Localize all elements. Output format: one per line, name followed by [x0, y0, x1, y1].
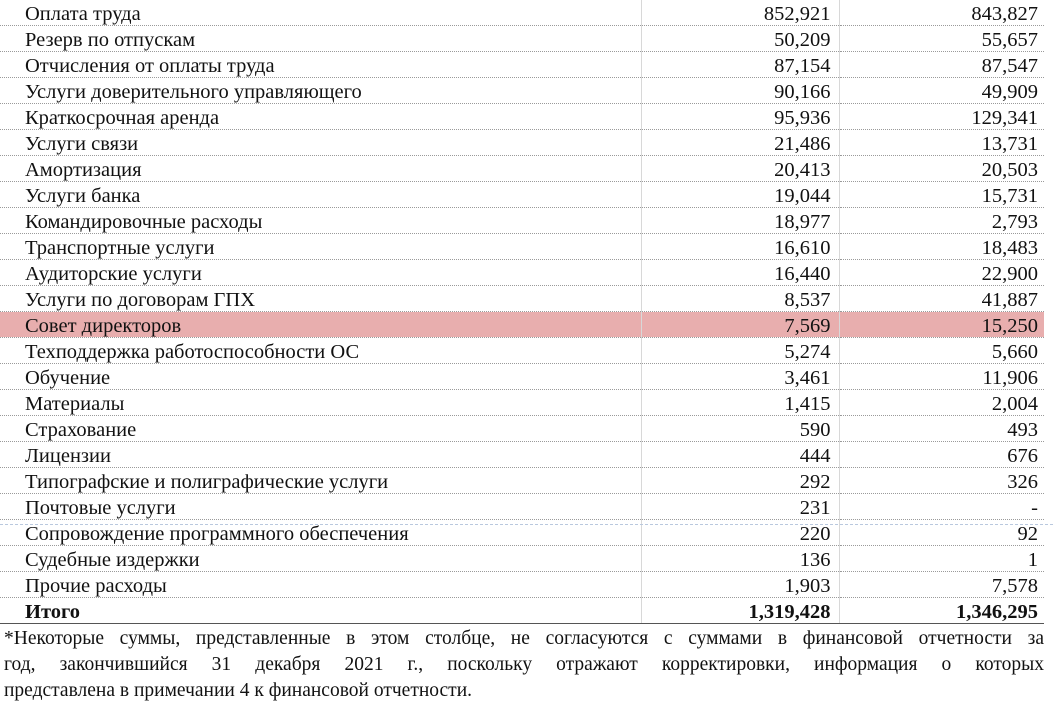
row-value-col2: 49,909 — [839, 77, 1044, 103]
table-row — [0, 441, 1044, 467]
row-label: Краткосрочная аренда — [0, 103, 641, 129]
table-row — [0, 25, 1044, 51]
row-label: Типографские и полиграфические услуги — [0, 467, 641, 493]
footnote-line: год, закончившийся 31 декабря 2021 г., поскольку отражают корректировки, информация о которых — [4, 654, 1044, 675]
row-label: Материалы — [0, 389, 641, 415]
scan-guide-line — [0, 524, 1053, 525]
total-value-col2: 1,346,295 — [839, 597, 1044, 623]
table-row — [0, 181, 1044, 207]
row-value-col2: 2,793 — [839, 207, 1044, 233]
table-row — [0, 129, 1044, 155]
table-row — [0, 259, 1044, 285]
total-row — [0, 597, 1044, 623]
row-label: Услуги по договорам ГПХ — [0, 285, 641, 311]
table-row — [0, 389, 1044, 415]
total-label: Итого — [0, 597, 641, 623]
row-value-col1: 852,921 — [641, 0, 839, 25]
total-value-col1: 1,319,428 — [641, 597, 839, 623]
row-value-col1: 292 — [641, 467, 839, 493]
row-label: Лицензии — [0, 441, 641, 467]
table-row — [0, 155, 1044, 181]
row-label: Обучение — [0, 363, 641, 389]
row-value-col2: 41,887 — [839, 285, 1044, 311]
row-value-col2: 55,657 — [839, 25, 1044, 51]
row-value-col2: 129,341 — [839, 103, 1044, 129]
row-value-col2: 7,578 — [839, 571, 1044, 597]
table-row — [0, 415, 1044, 441]
row-value-col1: 18,977 — [641, 207, 839, 233]
row-label: Отчисления от оплаты труда — [0, 51, 641, 77]
row-value-col1: 1,903 — [641, 571, 839, 597]
row-value-col2: 15,731 — [839, 181, 1044, 207]
row-label: Услуги банка — [0, 181, 641, 207]
table-row — [0, 363, 1044, 389]
row-label: Страхование — [0, 415, 641, 441]
row-value-col1: 21,486 — [641, 129, 839, 155]
row-value-col1: 19,044 — [641, 181, 839, 207]
row-value-col1: 20,413 — [641, 155, 839, 181]
row-value-col1: 16,440 — [641, 259, 839, 285]
table-row — [0, 337, 1044, 363]
row-value-col1: 7,569 — [641, 311, 839, 337]
row-value-col2: 13,731 — [839, 129, 1044, 155]
table-row — [0, 285, 1044, 311]
row-value-col1: 87,154 — [641, 51, 839, 77]
row-value-col2: 493 — [839, 415, 1044, 441]
row-label: Услуги связи — [0, 129, 641, 155]
row-label: Судебные издержки — [0, 545, 641, 571]
table-row — [0, 103, 1044, 129]
row-label: Услуги доверительного управляющего — [0, 77, 641, 103]
row-label: Оплата труда — [0, 0, 641, 25]
row-label: Амортизация — [0, 155, 641, 181]
row-value-col1: 3,461 — [641, 363, 839, 389]
row-value-col2: 11,906 — [839, 363, 1044, 389]
row-label: Резерв по отпускам — [0, 25, 641, 51]
table-row — [0, 77, 1044, 103]
table-row — [0, 207, 1044, 233]
row-value-col1: 90,166 — [641, 77, 839, 103]
row-value-col2: 843,827 — [839, 0, 1044, 25]
row-label: Прочие расходы — [0, 571, 641, 597]
table-row — [0, 493, 1044, 519]
table-row — [0, 51, 1044, 77]
table-row — [0, 467, 1044, 493]
table-row — [0, 545, 1044, 571]
row-value-col2: 20,503 — [839, 155, 1044, 181]
row-value-col1: 95,936 — [641, 103, 839, 129]
table-row — [0, 0, 1044, 25]
table-row — [0, 519, 1044, 545]
row-value-col2: 92 — [839, 519, 1044, 545]
row-value-col1: 50,209 — [641, 25, 839, 51]
row-value-col2: 87,547 — [839, 51, 1044, 77]
row-value-col1: 1,415 — [641, 389, 839, 415]
highlighted-table-row — [0, 311, 1044, 337]
row-value-col2: 18,483 — [839, 233, 1044, 259]
row-value-col1: 444 — [641, 441, 839, 467]
row-label: Совет директоров — [0, 311, 641, 337]
table-row — [0, 233, 1044, 259]
row-value-col2: 15,250 — [839, 311, 1044, 337]
row-label: Техподдержка работоспособности ОС — [0, 337, 641, 363]
footnote — [4, 626, 1044, 704]
row-value-col1: 590 — [641, 415, 839, 441]
row-value-col1: 16,610 — [641, 233, 839, 259]
row-label: Почтовые услуги — [0, 493, 641, 519]
row-value-col2: 2,004 — [839, 389, 1044, 415]
row-value-col1: 231 — [641, 493, 839, 519]
row-value-col1: 5,274 — [641, 337, 839, 363]
row-value-col1: 220 — [641, 519, 839, 545]
row-value-col2: 1 — [839, 545, 1044, 571]
row-label: Аудиторские услуги — [0, 259, 641, 285]
row-label: Транспортные услуги — [0, 233, 641, 259]
row-value-col1: 8,537 — [641, 285, 839, 311]
row-value-col2: 22,900 — [839, 259, 1044, 285]
table-row — [0, 571, 1044, 597]
row-label: Сопровождение программного обеспечения — [0, 519, 641, 545]
footnote-line: *Некоторые суммы, представленные в этом столбце, не согласуются с суммами в финансовой отчетности за — [4, 628, 1044, 649]
row-value-col1: 136 — [641, 545, 839, 571]
footnote-line: представлена в примечании 4 к финансовой отчетности. — [4, 680, 472, 701]
row-value-col2: 326 — [839, 467, 1044, 493]
row-value-col2: 676 — [839, 441, 1044, 467]
row-value-col2: 5,660 — [839, 337, 1044, 363]
row-label: Командировочные расходы — [0, 207, 641, 233]
row-value-col2: - — [839, 493, 1044, 519]
